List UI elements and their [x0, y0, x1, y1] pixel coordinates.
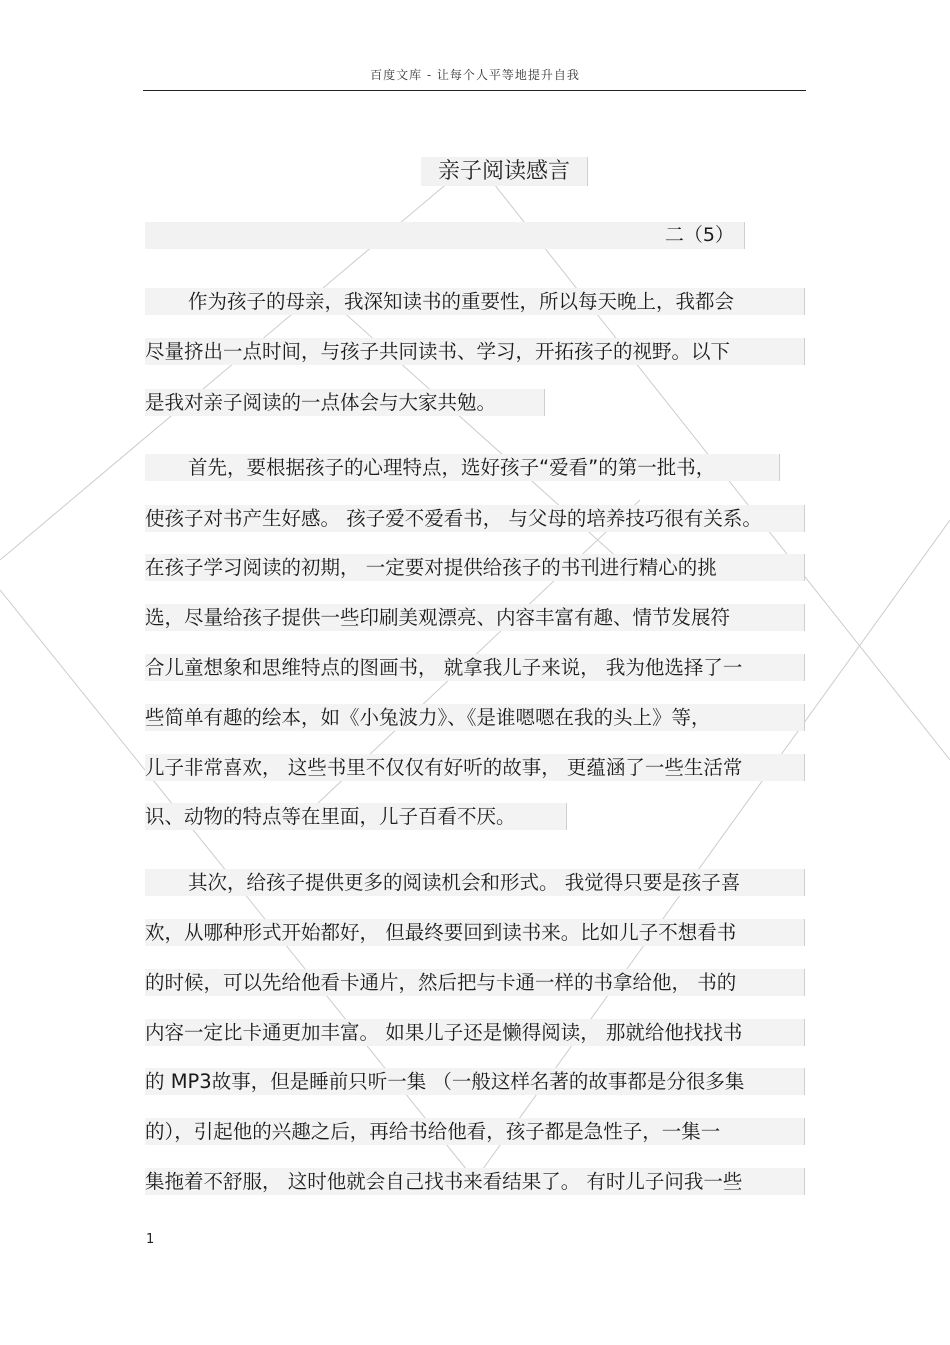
header-divider — [143, 90, 806, 91]
page-header: 百度文库 - 让每个人平等地提升自我 — [370, 68, 580, 82]
document-title: 亲子阅读感言 — [421, 157, 588, 186]
paragraph-2-line-5: 合儿童想象和思维特点的图画书， 就拿我儿子来说， 我为他选择了一 — [145, 654, 805, 681]
paragraph-2-line-1: 首先，要根据孩子的心理特点，选好孩子“爱看”的第一批书， — [145, 454, 780, 481]
paragraph-3-line-5: 的 MP3故事，但是睡前只听一集 （一般这样名著的故事都是分很多集 — [145, 1068, 805, 1095]
paragraph-1-line-3: 是我对亲子阅读的一点体会与大家共勉。 — [145, 389, 545, 416]
paragraph-1-line-1: 作为孩子的母亲，我深知读书的重要性，所以每天晚上，我都会 — [145, 288, 805, 315]
paragraph-2-line-6: 些简单有趣的绘本，如《小兔波力》、《是谁嗯嗯在我的头上》等， — [145, 704, 805, 731]
paragraph-2-line-8: 识、动物的特点等在里面，儿子百看不厌。 — [145, 803, 567, 830]
paragraph-3-line-4: 内容一定比卡通更加丰富。 如果儿子还是懒得阅读， 那就给他找找书 — [145, 1019, 805, 1046]
paragraph-3-line-2: 欢，从哪种形式开始都好， 但最终要回到读书来。比如儿子不想看书 — [145, 919, 805, 946]
paragraph-3-line-1: 其次，给孩子提供更多的阅读机会和形式。 我觉得只要是孩子喜 — [145, 869, 805, 896]
paragraph-2-line-3: 在孩子学习阅读的初期， 一定要对提供给孩子的书刊进行精心的挑 — [145, 554, 805, 581]
paragraph-2-line-7: 儿子非常喜欢， 这些书里不仅仅有好听的故事， 更蕴涵了一些生活常 — [145, 754, 805, 781]
paragraph-3-line-3: 的时候，可以先给他看卡通片，然后把与卡通一样的书拿给他， 书的 — [145, 969, 805, 996]
paragraph-3-line-7: 集拖着不舒服， 这时他就会自己找书来看结果了。 有时儿子问我一些 — [145, 1168, 805, 1195]
page-number: 1 — [146, 1232, 155, 1247]
paragraph-1-line-2: 尽量挤出一点时间，与孩子共同读书、学习，开拓孩子的视野。以下 — [145, 338, 805, 365]
paragraph-2-line-4: 选，尽量给孩子提供一些印刷美观漂亮、内容丰富有趣、情节发展符 — [145, 604, 805, 631]
paragraph-2-line-2: 使孩子对书产生好感。 孩子爱不爱看书， 与父母的培养技巧很有关系。 — [145, 505, 805, 532]
class-label: 二（5） — [145, 222, 745, 249]
paragraph-3-line-6: 的），引起他的兴趣之后，再给书给他看，孩子都是急性子，一集一 — [145, 1118, 805, 1145]
